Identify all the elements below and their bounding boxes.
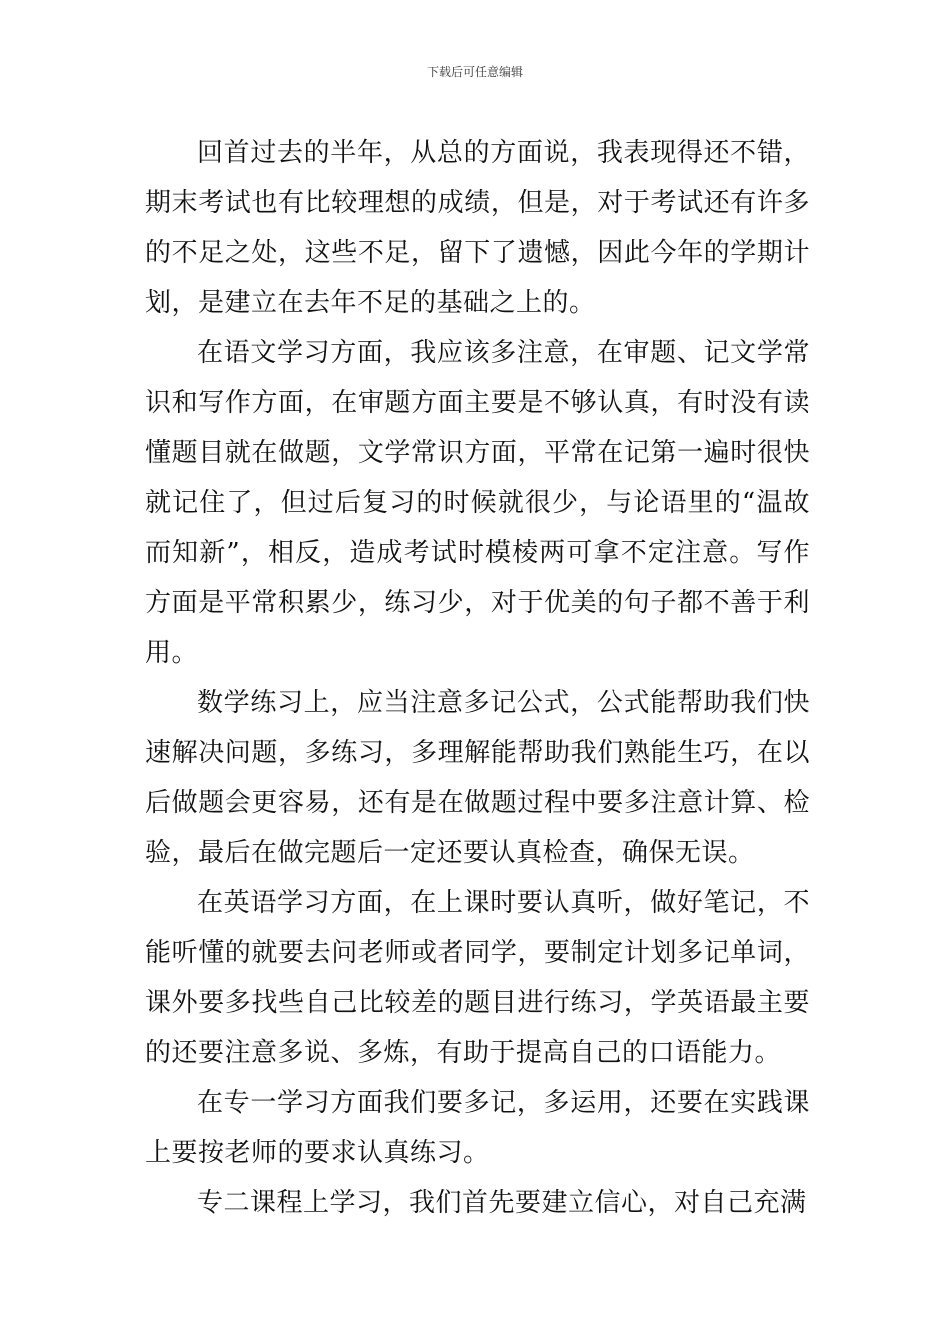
- page-header: 下载后可任意编辑: [426, 65, 523, 79]
- paragraph-6: 专二课程上学习，我们首先要建立信心，对自己充满: [197, 1188, 807, 1218]
- paragraph-3: 数学练习上，应当注意多记公式，公式能帮助我们快速解决问题，多练习，多理解能帮助我们熟能生巧，在以后做题会更容易，还有是在做题过程中要多注意计算、检验，最后在做完题后一定还要认真检查，确保无误。: [145, 688, 810, 868]
- paragraph-1: 回首过去的半年，从总的方面说，我表现得还不错，期末考试也有比较理想的成绩，但是，对于考试还有许多的不足之处，这些不足，留下了遗憾，因此今年的学期计划，是建立在去年不足的基础之上的。: [145, 138, 810, 318]
- paragraph-5: 在专一学习方面我们要多记，多运用，还要在实践课上要按老师的要求认真练习。: [145, 1088, 810, 1168]
- paragraph-2: 在语文学习方面，我应该多注意，在审题、记文学常识和写作方面，在审题方面主要是不够认真，有时没有读懂题目就在做题，文学常识方面，平常在记第一遍时很快就记住了，但过后复习的时候就很少，与论语里的“温故而知新”，相反，造成考试时模棱两可拿不定注意。写作方面是平常积累少，练习少，对于优美的句子都不善于利用。: [145, 338, 810, 668]
- paragraph-4: 在英语学习方面，在上课时要认真听，做好笔记，不能听懂的就要去问老师或者同学，要制定计划多记单词，课外要多找些自己比较差的题目进行练习，学英语最主要的还要注意多说、多炼，有助于提高自己的口语能力。: [145, 888, 810, 1068]
- document-body: [145, 128, 810, 1228]
